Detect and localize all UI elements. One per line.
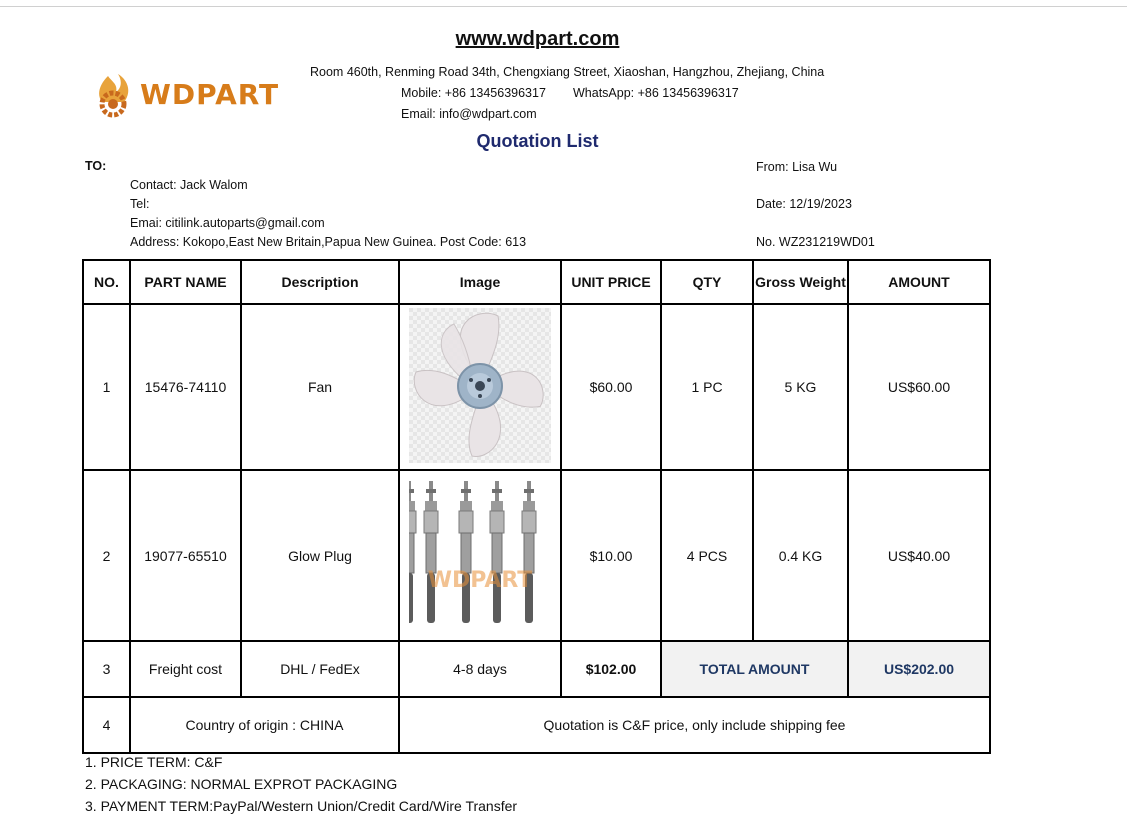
part-description: Glow Plug [241,470,399,641]
quantity: 1 PC [661,304,753,470]
col-header-no: NO. [83,260,130,304]
note-payment-term: 3. PAYMENT TERM:PayPal/Western Union/Credit Card/Wire Transfer [85,798,518,814]
freight-carrier: DHL / FedEx [241,641,399,697]
freight-row [83,641,990,697]
contact-name: Contact: Jack Walom [130,178,248,192]
freight-label: Freight cost [130,641,241,697]
glow-plug-image [409,475,551,633]
unit-price: $10.00 [561,470,661,641]
table-header-row [83,260,990,304]
top-divider [0,6,1127,7]
price-note: Quotation is C&F price, only include shipping fee [399,697,990,753]
origin-row [83,697,990,753]
quote-date: Date: 12/19/2023 [756,197,852,211]
part-description: Fan [241,304,399,470]
gross-weight: 0.4 KG [753,470,848,641]
quantity: 4 PCS [661,470,753,641]
product-image-cell [399,470,561,641]
col-header-description: Description [241,260,399,304]
site-url[interactable]: www.wdpart.com [455,28,620,50]
quotation-table [82,259,991,754]
company-email[interactable]: Email: info@wdpart.com [401,107,537,121]
total-amount-label: TOTAL AMOUNT [661,641,848,697]
col-header-amount: AMOUNT [848,260,990,304]
quote-number: No. WZ231219WD01 [756,235,875,249]
fan-image [409,308,551,463]
gear-flame-icon [88,70,144,120]
row-no: 1 [83,304,130,470]
logo-text: WDPART [140,78,280,111]
row-no: 2 [83,470,130,641]
freight-cost: $102.00 [561,641,661,697]
freight-days: 4-8 days [399,641,561,697]
table-row [83,470,990,641]
to-label: TO: [85,159,107,173]
col-header-unit-price: UNIT PRICE [561,260,661,304]
note-price-term: 1. PRICE TERM: C&F [85,754,223,770]
product-image-cell [399,304,561,470]
col-header-qty: QTY [661,260,753,304]
gross-weight: 5 KG [753,304,848,470]
note-packaging: 2. PACKAGING: NORMAL EXPROT PACKAGING [85,776,398,792]
line-amount: US$60.00 [848,304,990,470]
line-amount: US$40.00 [848,470,990,641]
country-of-origin: Country of origin : CHINA [130,697,399,753]
col-header-image: Image [399,260,561,304]
col-header-gross-weight: Gross Weight [753,260,848,304]
part-number: 15476-74110 [130,304,241,470]
row-no: 3 [83,641,130,697]
row-no: 4 [83,697,130,753]
from-name: From: Lisa Wu [756,160,838,174]
col-header-part-name: PART NAME [130,260,241,304]
company-whatsapp: WhatsApp: +86 13456396317 [573,86,739,100]
total-amount-value: US$202.00 [848,641,990,697]
part-number: 19077-65510 [130,470,241,641]
contact-email[interactable]: Emai: citilink.autoparts@gmail.com [130,216,325,230]
contact-address: Address: Kokopo,East New Britain,Papua New Guinea. Post Code: 613 [130,235,527,249]
company-logo [88,70,308,120]
company-address: Room 460th, Renming Road 34th, Chengxiang Street, Xiaoshan, Hangzhou, Zhejiang, China [310,65,825,79]
contact-tel: Tel: [130,197,150,211]
unit-price: $60.00 [561,304,661,470]
table-row [83,304,990,470]
company-mobile: Mobile: +86 13456396317 [401,86,546,100]
image-watermark: WDPART [427,568,533,593]
page-title: Quotation List [476,131,599,151]
